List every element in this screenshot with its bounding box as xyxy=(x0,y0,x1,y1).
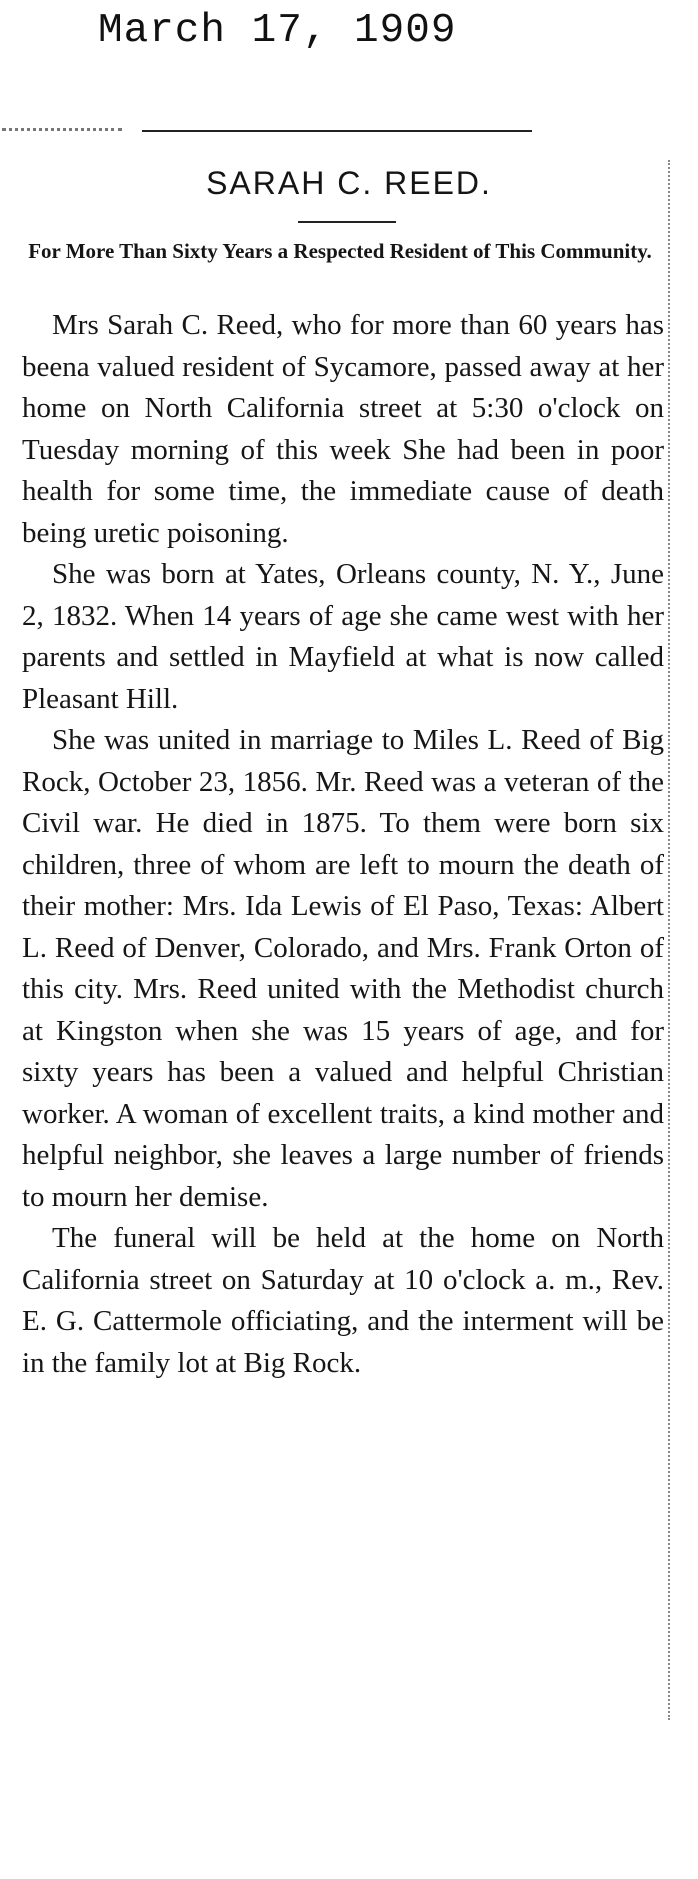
subheadline: For More Than Sixty Years a Respected Resident of This Community. xyxy=(28,239,652,263)
column-edge xyxy=(668,160,670,1720)
article-body xyxy=(22,305,664,1384)
paragraph-birth: She was born at Yates, Orleans county, N. Y., June 2, 1832. When 14 years of age she came west with her parents and settled in Mayfield at what is now called Pleasant Hill. xyxy=(22,558,664,715)
newspaper-clipping xyxy=(0,120,698,1879)
paragraph-funeral: The funeral will be held at the home on North California street on Saturday at 10 o'clock a. m., Rev. E. G. Cattermole officiating, and the interment will be in the family lot at Big Rock. xyxy=(22,1222,664,1379)
headline-rule xyxy=(298,221,396,223)
date-stamp: March 17, 1909 xyxy=(98,8,457,54)
clipping-edge-dots xyxy=(2,128,122,131)
paragraph-death-notice: Mrs Sarah C. Reed, who for more than 60 years has beena valued resident of Sycamore, passed away at her home on North California street at 5:30 o'clock on Tuesday morning of this week She had been in poor health for some time, the immediate cause of death being uretic poisoning. xyxy=(22,309,664,549)
paragraph-marriage-family: She was united in marriage to Miles L. Reed of Big Rock, October 23, 1856. Mr. Reed was a veteran of the Civil war. He died in 1875. To them were born six children, three of whom are left to mourn the death of their mother: Mrs. Ida Lewis of El Paso, Texas: Albert L. Reed of Denver, Colorado, and Mrs. Frank Orton of this city. Mrs. Reed united with the Methodist church at Kingston when she was 15 years of age, and for sixty years has been a valued and helpful Christian worker. A woman of excellent traits, a kind mother and helpful neighbor, she leaves a large number of friends to mourn her demise. xyxy=(22,724,664,1213)
headline: SARAH C. REED. xyxy=(206,165,492,201)
top-rule xyxy=(142,130,532,132)
